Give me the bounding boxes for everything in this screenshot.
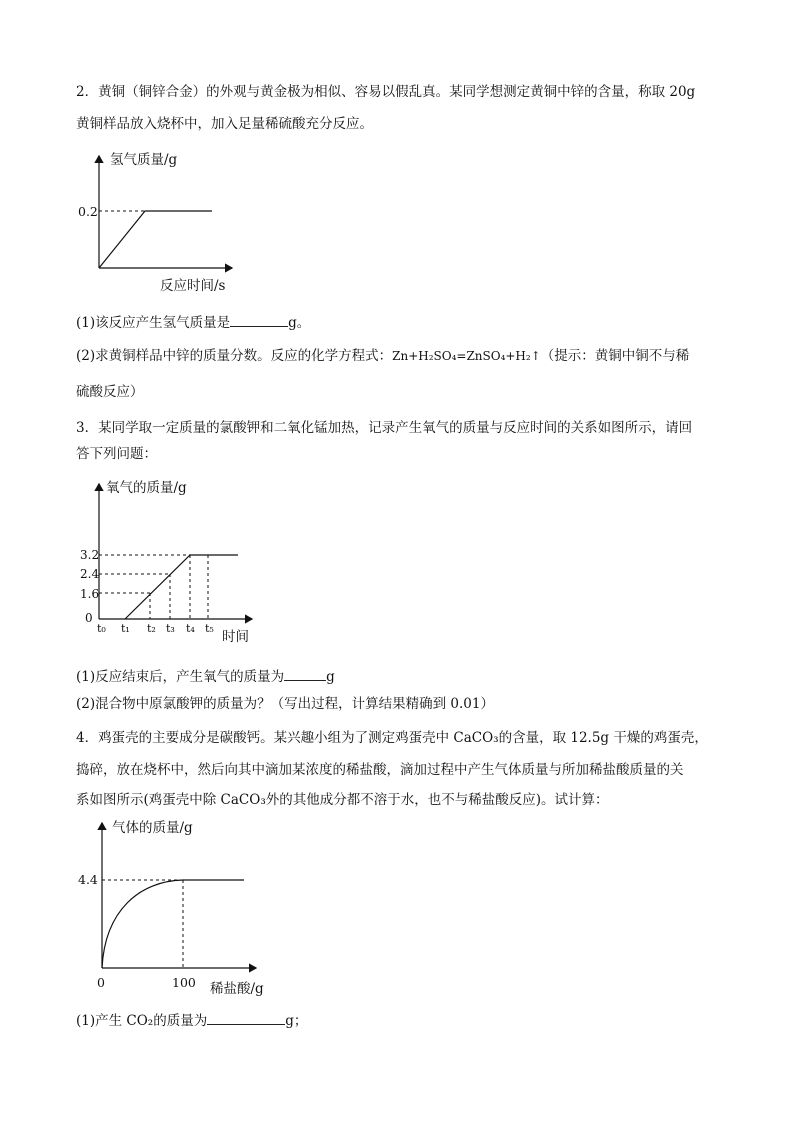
q3-x-tick-t0: t₀ [97,622,106,635]
q3-sub1 [76,666,335,687]
q4-sub1 [76,1010,307,1031]
q2-chart [0,150,260,295]
q4-series-curve [102,880,244,968]
q3-x-label: 时间 [222,629,249,645]
q3-x-tick-t2: t₂ [147,622,156,635]
q3-x-tick-t4: t₄ [186,622,195,635]
q3-sub1-unit: g [326,669,335,685]
q3-stem-line2: 答下列问题： [76,446,157,462]
q3-y-tick-2.4: 2.4 [80,567,100,581]
q3-sub1-text: (1)反应结束后，产生氧气的质量为 [76,669,285,685]
q3-x-tick-t1: t₁ [121,622,130,635]
q4-y-tick-4.4: 4.4 [78,872,98,887]
q4-stem-line3: 系如图所示(鸡蛋壳中除 CaCO₃外的其他成分都不溶于水，也不与稀盐酸反应)。试计算： [76,792,609,808]
q3-x-tick-t3: t₃ [166,622,175,635]
q4-sub1-answer-blank[interactable] [207,1010,285,1025]
q2-sub1-answer-blank[interactable] [230,312,288,327]
q2-sub2-hint: （提示：黄铜中铜不与稀 [540,348,690,364]
q4-x-tick-0: 0 [97,975,105,990]
q3-sub2: (2)混合物中原氯酸钾的质量为？（写出过程，计算结果精确到 0.01） [76,696,494,712]
q3-y-tick-1.6: 1.6 [80,587,100,601]
q2-series-line [99,211,212,268]
q3-stem-line1: 3．某同学取一定质量的氯酸钾和二氧化锰加热，记录产生氧气的质量与反应时间的关系如图所示，请回 [76,420,693,436]
q2-sub1 [76,312,310,333]
q2-sub1-text: (1)该反应产生氢气质量是 [76,315,231,331]
q2-x-label: 反应时间/s [160,278,226,294]
q2-sub1-unit: g。 [288,315,311,331]
q3-series-line [125,555,238,619]
q4-stem-line2: 捣碎，放在烧杯中，然后向其中滴加某浓度的稀盐酸，滴加过程中产生气体质量与所加稀盐酸质量的关 [76,762,684,778]
q4-stem-line1: 4．鸡蛋壳的主要成分是碳酸钙。某兴趣小组为了测定鸡蛋壳中 CaCO₃的含量，取 12.5g 干燥的鸡蛋壳， [76,730,708,746]
q3-chart [0,478,280,648]
q2-sub2-text: (2)求黄铜样品中锌的质量分数。反应的化学方程式： [76,348,393,364]
q4-sub1-unit: g； [285,1013,308,1029]
q2-sub2 [76,346,689,366]
q4-sub1-text: (1)产生 CO₂的质量为 [76,1013,208,1029]
q4-x-tick-100: 100 [172,975,196,990]
q4-y-label: 气体的质量/g [112,820,193,836]
q3-sub1-answer-blank[interactable] [284,666,326,681]
q3-y-tick-3.2: 3.2 [80,548,100,562]
q4-x-label: 稀盐酸/g [210,981,264,997]
q2-stem-line2: 黄铜样品放入烧杯中，加入足量稀硫酸充分反应。 [76,116,373,132]
q2-y-tick-0.2: 0.2 [78,204,98,219]
q3-y-tick-0: 0 [85,611,93,625]
q3-y-label: 氧气的质量/g [106,480,187,496]
q3-x-tick-t5: t₅ [205,622,214,635]
q2-sub2-line2: 硫酸反应） [76,384,144,400]
q2-equation: Zn+H₂SO₄=ZnSO₄+H₂↑ [392,349,541,363]
q2-y-label: 氢气质量/g [110,152,178,168]
q2-stem-line1: 2．黄铜（铜锌合金）的外观与黄金极为相似、容易以假乱真。某同学想测定黄铜中锌的含量，称取 20g [76,84,696,100]
q4-chart [0,815,280,1000]
